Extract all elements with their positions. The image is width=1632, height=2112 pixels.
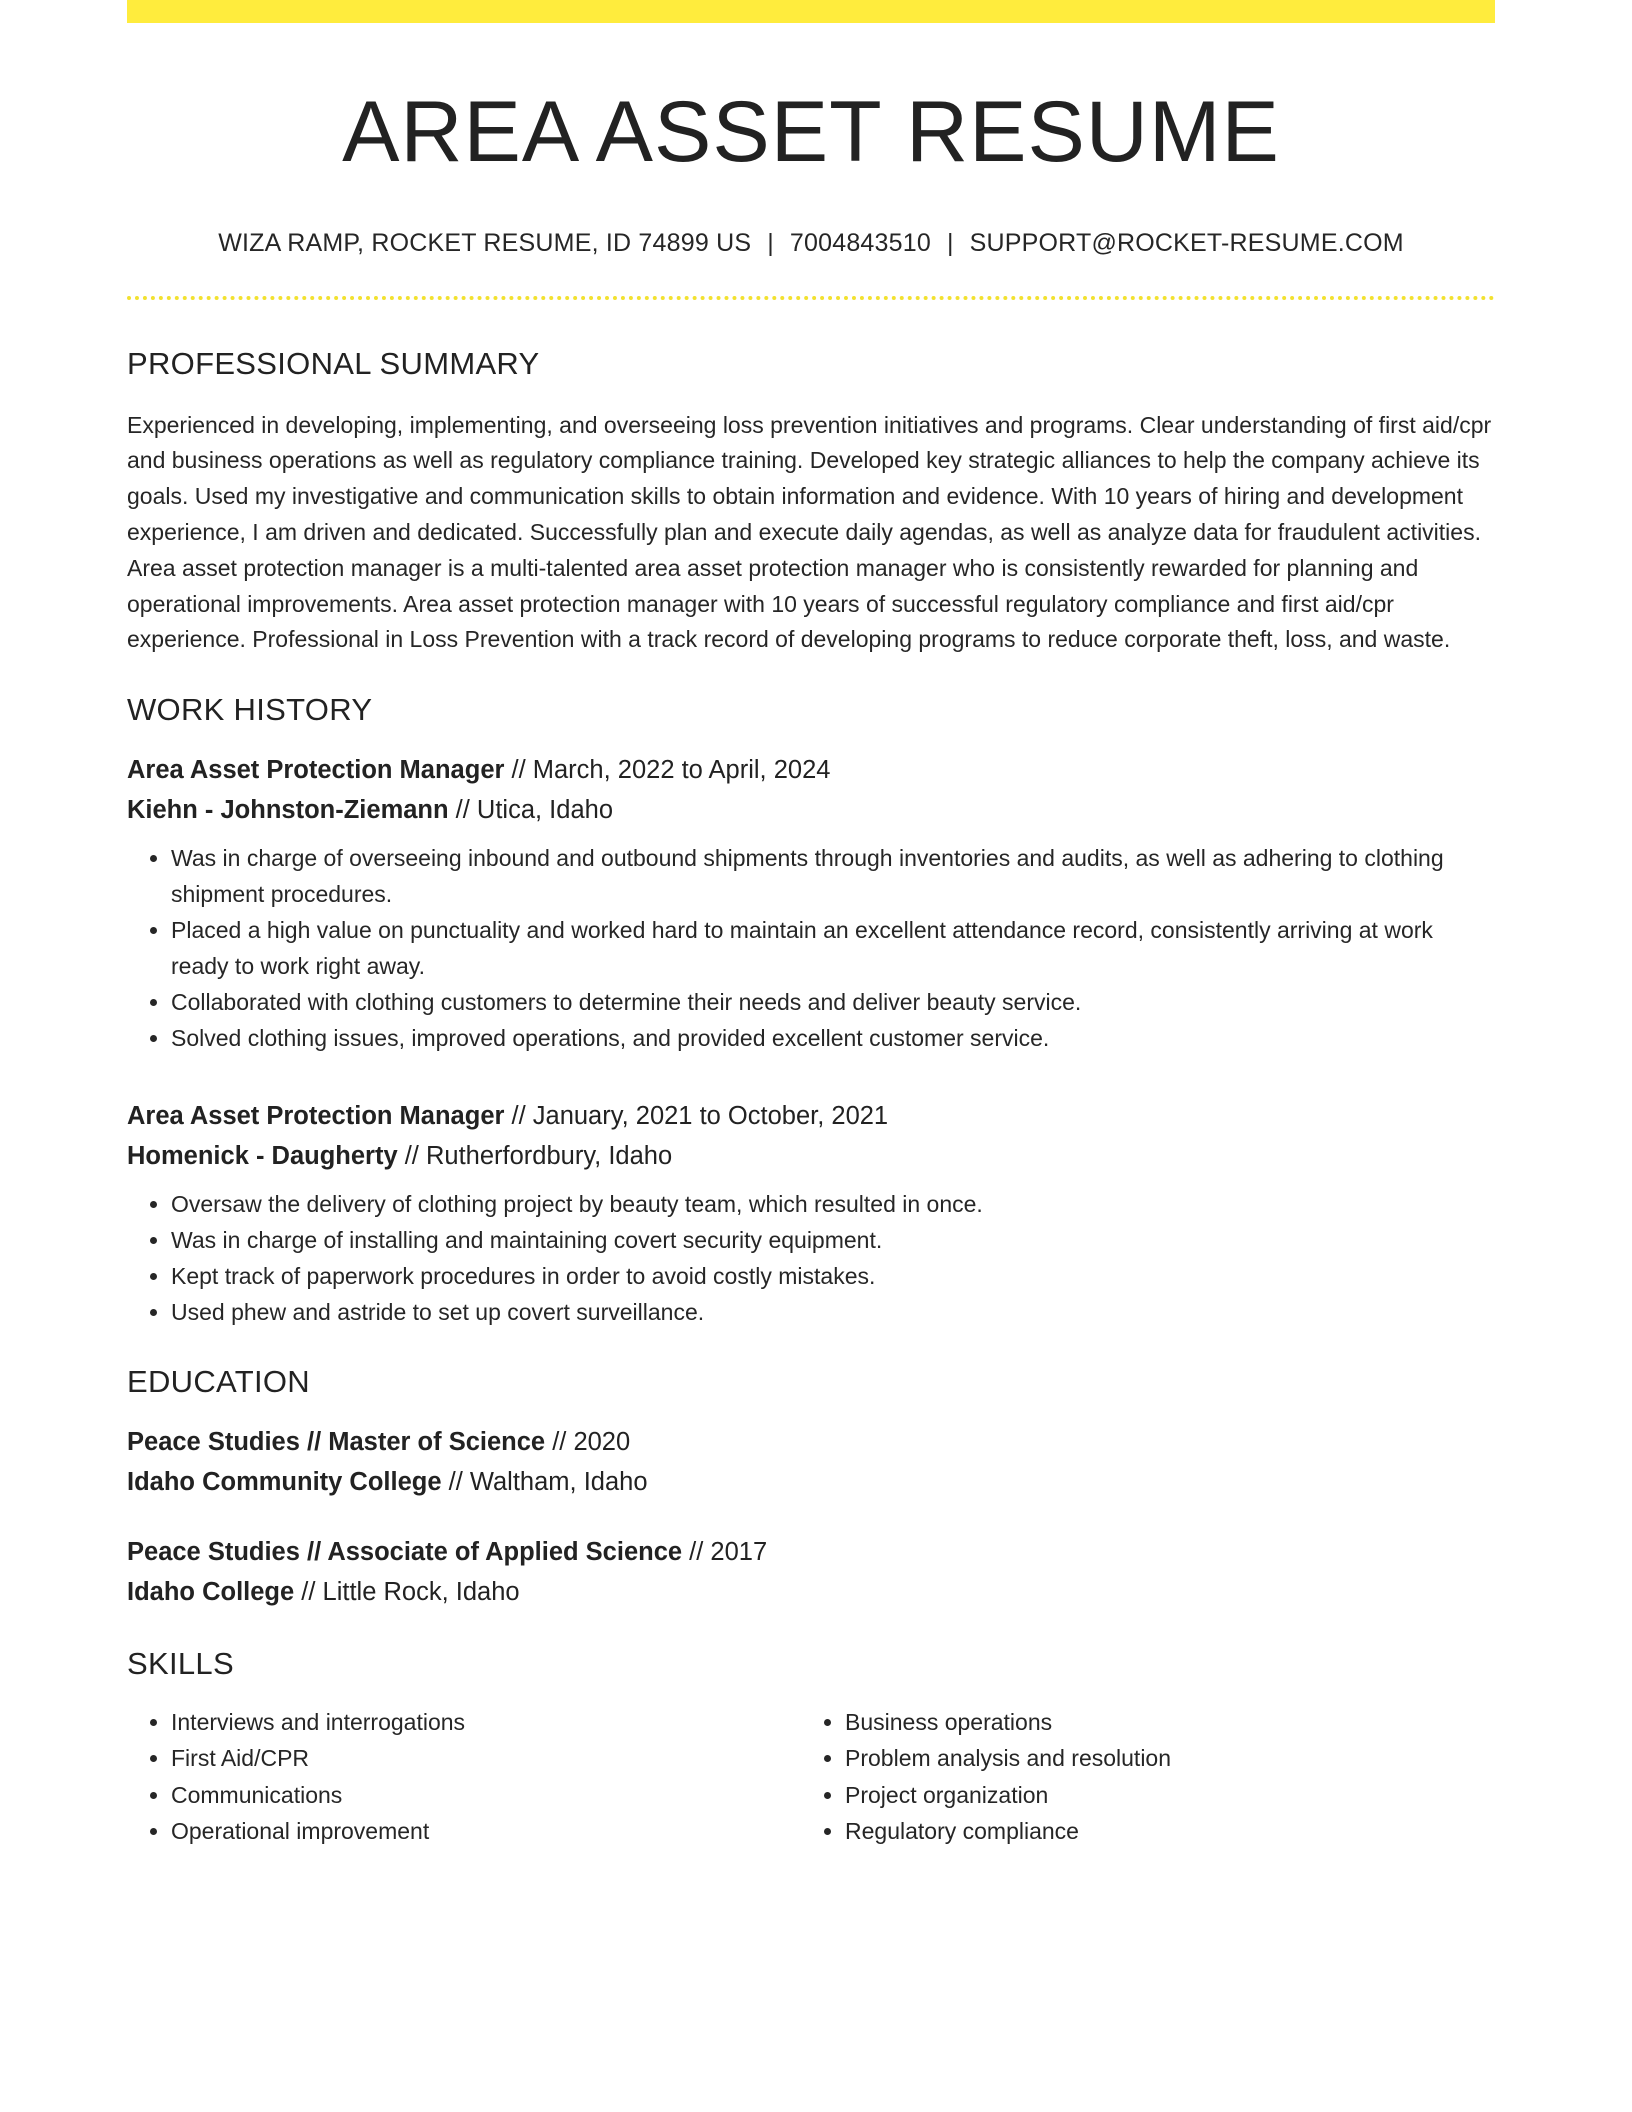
contact-phone: 7004843510	[789, 228, 931, 257]
list-item: • Collaborated with clothing customers to determine their needs and deliver beauty service.	[171, 984, 1495, 1020]
list-item: • Oversaw the delivery of clothing project by beauty team, which resulted in once.	[171, 1186, 1495, 1222]
skills-column-left	[127, 1704, 801, 1849]
skills-heading: SKILLS	[127, 1646, 234, 1682]
education-heading: EDUCATION	[127, 1364, 310, 1400]
job-dates: // January, 2021 to October, 2021	[504, 1102, 889, 1131]
job-company-line	[127, 1136, 1495, 1176]
resume-title: AREA ASSET RESUME	[342, 84, 1280, 180]
degree-year: // 2017	[682, 1538, 768, 1567]
job-location: // Utica, Idaho	[448, 796, 613, 825]
school: Idaho Community College	[127, 1468, 442, 1497]
job-bullets	[127, 840, 1495, 1056]
contact-address: WIZA RAMP, ROCKET RESUME, ID 74899 US	[218, 228, 752, 257]
degree: Peace Studies // Associate of Applied Science	[127, 1538, 683, 1567]
skills-column-right	[801, 1704, 1475, 1849]
list-item: • Interviews and interrogations	[171, 1704, 801, 1740]
job-title-line	[127, 750, 1495, 790]
summary-heading: PROFESSIONAL SUMMARY	[127, 345, 540, 381]
contact-separator: |	[767, 228, 774, 257]
summary-text: Experienced in developing, implementing, and overseeing loss prevention initiatives and programs. Clear understanding of first aid/cpr and business operations as well as regulatory compliance training. Developed key strategic alliances to help the company achieve its goals. Used my investigative and communication skills to obtain information and evidence. With 10 years of hiring and development experience, I am driven and dedicated. Successfully plan and execute daily agendas, as well as analyze data for fraudulent activities. Area asset protection manager is a multi-talented area asset protection manager who is consistently rewarded for planning and operational improvements. Area asset protection manager with 10 years of successful regulatory compliance and first aid/cpr experience. Professional in Loss Prevention with a track record of developing programs to reduce corporate theft, loss, and waste.	[127, 411, 1492, 653]
job-title-line	[127, 1096, 1495, 1136]
contact-separator: |	[946, 228, 954, 257]
education-entry	[127, 1422, 1495, 1502]
degree-line	[127, 1532, 1495, 1572]
job-entry	[127, 750, 1495, 1056]
job-dates: // March, 2022 to April, 2024	[504, 756, 831, 785]
contact-line	[127, 229, 1495, 258]
job-title: Area Asset Protection Manager	[127, 756, 505, 785]
school-line	[127, 1572, 1495, 1612]
list-item: • Used phew and astride to set up covert surveillance.	[171, 1294, 1495, 1330]
skills-list	[127, 1704, 1495, 1849]
school-line	[127, 1462, 1495, 1502]
job-company: Homenick - Daugherty	[127, 1142, 398, 1171]
list-item: • Was in charge of overseeing inbound and outbound shipments through inventories and audits, as well as adhering to clothing shipment procedures.	[171, 840, 1495, 912]
education-entry	[127, 1532, 1495, 1612]
list-item: • Solved clothing issues, improved operations, and provided excellent customer service.	[171, 1020, 1495, 1056]
school: Idaho College	[127, 1578, 295, 1607]
job-location: // Rutherfordbury, Idaho	[397, 1142, 673, 1171]
school-location: // Little Rock, Idaho	[294, 1578, 520, 1607]
list-item: • Problem analysis and resolution	[845, 1740, 1475, 1776]
degree-year: // 2020	[545, 1428, 631, 1457]
job-entry	[127, 1096, 1495, 1330]
work-history-heading: WORK HISTORY	[127, 692, 373, 728]
job-company-line	[127, 790, 1495, 830]
resume-page	[127, 0, 1495, 1849]
list-item: • First Aid/CPR	[171, 1740, 801, 1776]
list-item: • Operational improvement	[171, 1813, 801, 1849]
list-item: • Regulatory compliance	[845, 1813, 1475, 1849]
list-item: • Communications	[171, 1777, 801, 1813]
degree: Peace Studies // Master of Science	[127, 1428, 546, 1457]
list-item: • Project organization	[845, 1777, 1475, 1813]
header-divider	[127, 296, 1495, 300]
list-item: • Placed a high value on punctuality and worked hard to maintain an excellent attendance record, consistently arriving at work ready to work right away.	[171, 912, 1495, 984]
school-location: // Waltham, Idaho	[441, 1468, 648, 1497]
degree-line	[127, 1422, 1495, 1462]
job-title: Area Asset Protection Manager	[127, 1102, 505, 1131]
list-item: • Kept track of paperwork procedures in order to avoid costly mistakes.	[171, 1258, 1495, 1294]
accent-bar	[127, 0, 1495, 23]
list-item: • Was in charge of installing and maintaining covert security equipment.	[171, 1222, 1495, 1258]
job-company: Kiehn - Johnston-Ziemann	[127, 796, 449, 825]
job-bullets	[127, 1186, 1495, 1330]
contact-email: SUPPORT@ROCKET-RESUME.COM	[969, 228, 1404, 257]
list-item: • Business operations	[845, 1704, 1475, 1740]
